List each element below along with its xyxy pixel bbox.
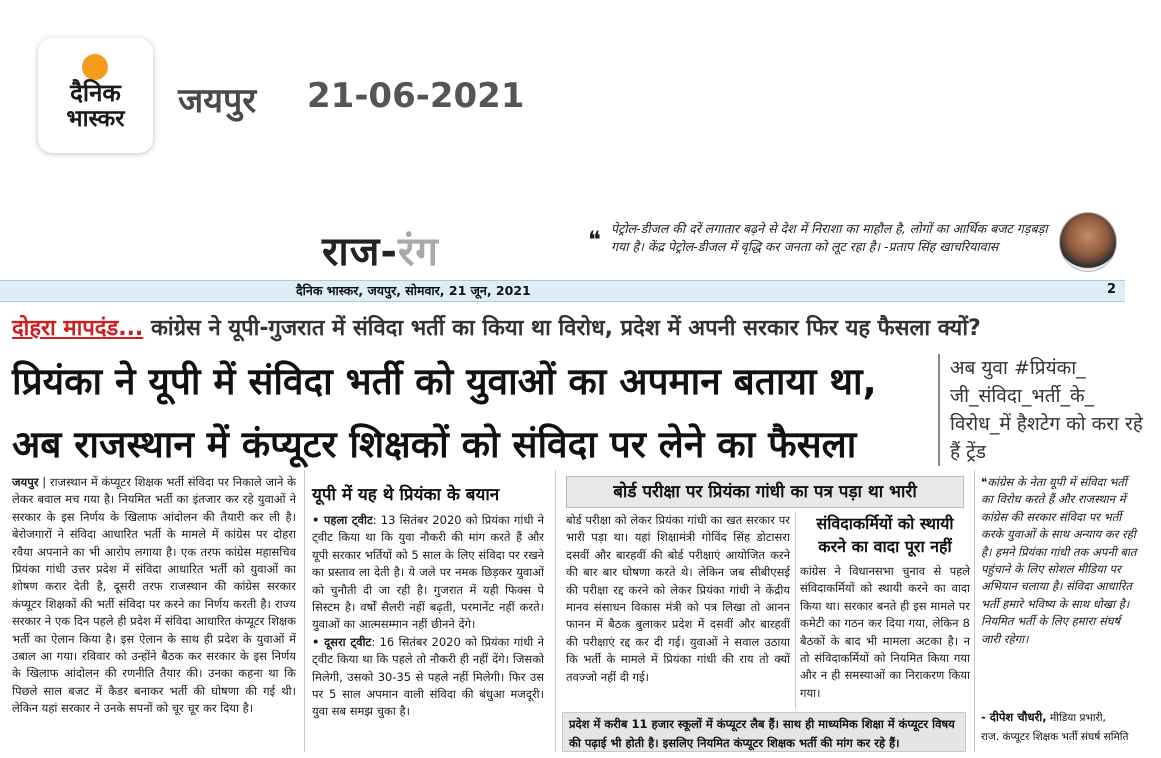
column-divider [795,512,796,708]
section-title-dash: - [380,229,399,275]
column-1-text: | राजस्थान में कंप्यूटर शिक्षक भर्ती संविदा पर निकाले जाने के लेकर बवाल मच गया है। नियमित भर्ती का इंतजार कर रहे युवाओं ने सरकार के इस निर्णय के खिलाफ आंदोलन की तैयारी कर ली है। बेरोजगारों ने संविदा आधारित भर्ती के मामले में कांग्रेस पर दोहरा रवैया अपनाने का भी आरोप लगाया है। एक तरफ कांग्रेस महासचिव प्रियंका गांधी उत्तर प्रदेश में संविदा आधारित भर्ती को युवाओं का शोषण करार देती है, दूसरी तरफ राजस्थान की कांग्रेस सरकार कंप्यूटर शिक्षकों की भर्ती संविदा पर करने का निर्णय करती है। राज्य सरकार ने एक दिन पहले ही प्रदेश में संविदा आधारित कंप्यूटर शिक्षक भर्ती का ऐलान किया है। इस ऐलान के साथ ही प्रदेश के युवाओं में उबाल आ गया। रविवार को उन्होंने बैठक कर सरकार के इस निर्णय के खिलाफ आंदोलन की रणनीति तैयार की। उनका कहना था कि पिछले साल बजट में कैडर बनाकर भर्ती की घोषणा की गई थी। लेकिन यहां सरकार ने उनके सपनों को चूर चूर कर दिया है। [12,475,296,716]
quote-signature [981,710,1106,725]
logo-text-line2: भास्कर [66,106,125,132]
subheading-contract-workers: संविदाकर्मियों को स्थायी करने का वादा पूरा नहीं [816,514,954,556]
quote-column: ❝कांग्रेस के नेता यूपी में संविदा भर्ती का विरोध करते हैं और राजस्थान में कांग्रेस की सरकार संविदा पर भर्ती करके युवाओं के साथ अन्याय कर रही है। हमने प्रियंका गांधी तक अपनी बात पहुंचाने के लिए सोशल मीडिया पर अभियान चलाया है। संविदा आधारित भर्ती हमारे भविष्य के साथ धोखा है। नियमित भर्ती के लिए हमारा संघर्ष जारी रहेगा। [981,475,1137,646]
subheading-up-statements: यूपी में यह थे प्रियंका के बयान [312,485,500,505]
top-quote-text: पेट्रोल-डीजल की दरें लगातार बढ़ने से देश में निराशा का माहौल है, लोगों का आर्थिक बजट गड़बड़ा गया है। केंद्र पेट्रोल-डीजल में वृद्धि कर जनता को लूट रहा है। -प्रताप सिंह खाचरियावास [611,221,1048,254]
signature-role: मीडिया प्रभारी, [1046,712,1106,724]
section-title-main: राज [322,229,381,275]
body-column-3: बोर्ड परीक्षा को लेकर प्रियंका गांधी का खत सरकार पर भारी पड़ा था। यहां शिक्षामंत्री गोविंद सिंह डोटासरा दसवीं और बारहवीं की बोर्ड परीक्षाएं आयोजित करने की बार बार घोषणा करते थे। लेकिन जब सीबीएसई की परीक्षा रद्द करने को लेकर प्रियंका गांधी ने केंद्रीय मानव संसाधन विकास मंत्री को पत्र लिखा तो आनन फानन में बैठक बुलाकर प्रदेश में दसवीं और बारहवीं की परीक्षाएं रद्द कर दी गई। युवाओं ने सवाल उठाया कि भर्ती के मामले में प्रियंका गांधी की राय तो क्यों तवज्जो नहीं दी गई। [566,513,790,684]
logo-text-line1: दैनिक [70,79,121,107]
tweet1-label: • पहला ट्वीट [312,513,373,527]
tweet2-text: : 16 सितंबर 2020 को प्रियंका गांधी ने ट्वीट किया था कि पहले तो नौकरी ही नहीं देंगे। जिसको मिलेगी, उसको 30-35 से पहले नहीं मिलेगी। फिर उस पर 5 साल अपमान वाली संविदा की बंधुआ मजदूरी। युवा सब समझ चुका है। [312,634,544,719]
tweet2-label: • दूसरा ट्वीट [312,634,372,649]
quote-mark-icon: ❝ [588,226,601,254]
kicker-text: कांग्रेस ने यूपी-गुजरात में संविदा भर्ती का किया था विरोध, प्रदेश में अपनी सरकार फिर यह फैसला क्यों? [150,316,981,341]
column-divider [304,470,305,752]
side-headline: अब युवा #प्रियंका_ जी_संविदा_भर्ती_के_ विरोध_में हैशटेग को करा रहे हैं ट्रेंड [938,354,1155,466]
body-column-2 [312,512,544,721]
column-divider [974,470,975,752]
top-quote [585,220,1055,256]
folio-text: दैनिक भास्कर, जयपुर, सोमवार, 21 जून, 2021 [296,283,531,298]
kicker-highlight: दोहरा मापदंड... [12,316,144,341]
dainik-bhaskar-logo [38,38,153,153]
column-divider [555,470,556,752]
subheading-board-exam: बोर्ड परीक्षा पर प्रियंका गांधी का पत्र पड़ा था भारी [566,476,964,508]
body-column-1 [12,474,296,718]
city-label: जयपुर [178,81,257,121]
edition-date: 21-06-2021 [307,76,525,116]
page-folio-band [0,280,1125,302]
dateline: जयपुर [12,475,39,489]
sun-logo-icon [82,54,108,80]
tweet1-text: : 13 सितंबर 2020 को प्रियंका गांधी ने ट्वीट किया था कि युवा नौकरी की मांग करते हैं और यूपी सरकार भर्तियों को 5 साल के लिए संविदा पर रखने का प्रस्ताव ला देती है। ये जले पर नमक छिड़कर युवाओं को चुनौती दी जा रही है। गुजरात में यही फिक्स पे सिस्टम है। वर्षों सैलरी नहीं बढ़ती, परमानेंट नहीं करते। युवाओं का आत्मसम्मान नहीं छीनने देंगे। [312,513,544,632]
signature-name: - दीपेश चौधरी, [981,710,1047,724]
body-column-4: कांग्रेस ने विधानसभा चुनाव से पहले संविदाकर्मियों को स्थायी करने का वादा किया था। सरकार बनते ही इस मामले पर कमेटी का गठन कर दिया गया, लेकिन 8 बैठकों के बाद भी मामला अटका है। न तो संविदाकर्मियों को नियमित किया गया और न ही समस्याओं का निराकरण किया गया। [800,564,970,700]
speaker-photo [1059,212,1117,272]
page-number: 2 [1107,282,1117,297]
section-title-accent: रंग [398,229,439,275]
highlight-box: प्रदेश में करीब 11 हजार स्कूलों में कंप्यूटर लैब हैं। साथ ही माध्यमिक शिक्षा में कंप्यूटर विषय की पढ़ाई भी होती है। इसलिए नियमित कंप्यूटर शिक्षक भर्ती की मांग कर रहे हैं। [562,712,966,752]
kicker [12,312,1142,342]
section-title [322,222,439,277]
headline-line1: प्रियंका ने यूपी में संविदा भर्ती को युवाओं का अपमान बताया था, [12,360,877,403]
headline-line2: अब राजस्थान में कंप्यूटर शिक्षकों को संविदा पर लेने का फैसला [12,423,857,466]
signature-organization: राज. कंप्यूटर शिक्षक भर्ती संघर्ष समिति [981,731,1129,743]
